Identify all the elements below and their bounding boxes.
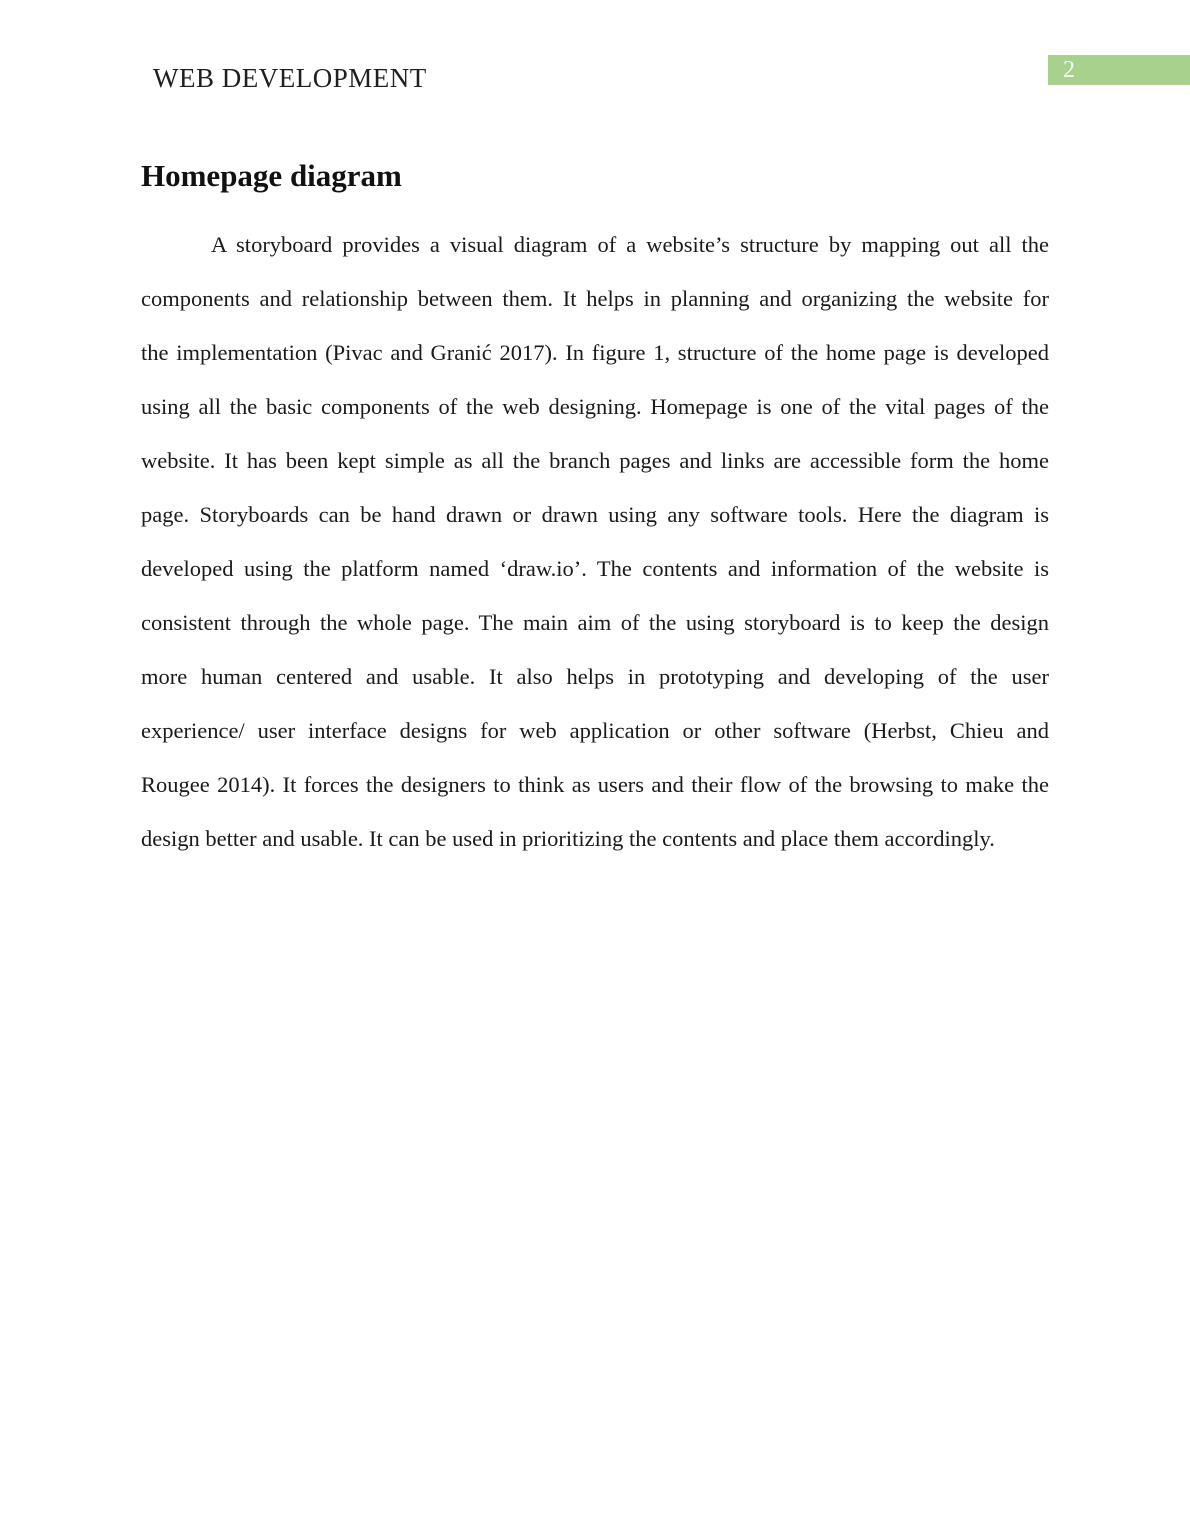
paragraph-line: more human centered and usable. It also helps in prototyping and developing of the user (141, 664, 1049, 689)
paragraph-line: developed using the platform named ‘draw.io’. The contents and information of the website is (141, 556, 1049, 581)
section-heading: Homepage diagram (141, 158, 402, 193)
running-header: WEB DEVELOPMENT (153, 63, 427, 93)
paragraph-line: A storyboard provides a visual diagram of a website’s structure by mapping out all the (211, 232, 1049, 257)
paragraph-line: components and relationship between them. It helps in planning and organizing the website for (141, 286, 1049, 311)
page-number-badge (1048, 55, 1190, 85)
paragraph-line: the implementation (Pivac and Granić 2017). In figure 1, structure of the home page is developed (141, 340, 1049, 365)
paragraph-line: experience/ user interface designs for web application or other software (Herbst, Chieu and (141, 718, 1049, 743)
body-paragraph (141, 218, 1049, 866)
paragraph-line: page. Storyboards can be hand drawn or drawn using any software tools. Here the diagram is (141, 502, 1049, 527)
paragraph-line: design better and usable. It can be used in prioritizing the contents and place them accordingly. (141, 826, 995, 851)
paragraph-line: consistent through the whole page. The main aim of the using storyboard is to keep the design (141, 610, 1049, 635)
paragraph-line: using all the basic components of the web designing. Homepage is one of the vital pages of the (141, 394, 1049, 419)
paragraph-line: Rougee 2014). It forces the designers to think as users and their flow of the browsing to make the (141, 772, 1049, 797)
page-number: 2 (1063, 57, 1075, 83)
paragraph-line: website. It has been kept simple as all the branch pages and links are accessible form the home (141, 448, 1049, 473)
